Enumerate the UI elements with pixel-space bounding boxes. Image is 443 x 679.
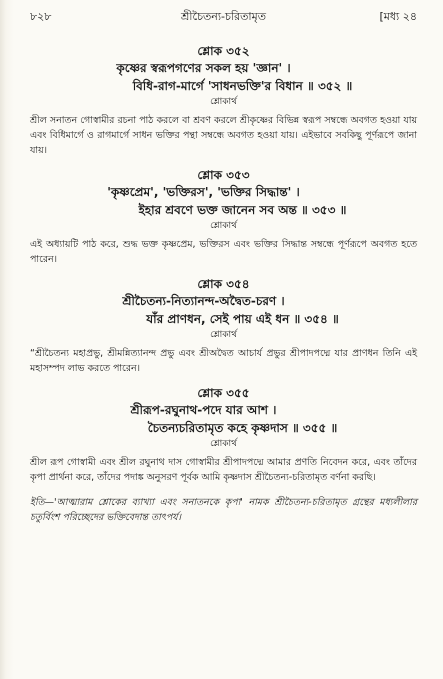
translation-heading: শ্লোকার্থ <box>210 97 237 107</box>
page-number: ৮২৮ <box>30 10 52 23</box>
verse-heading: শ্লোক ৩৫২ <box>197 44 250 58</box>
translation-text: শ্রীল সনাতন গোস্বামীর রচনা পাঠ করলে বা শ্রবণ করলে শ্রীকৃষ্ণের বিভিন্ন স্বরূপ সম্বন্ধে অবগত হওয়া যায় এবং বিধিমার্গে ও রাগমার্গে সাধন ভক্তির পন্থা সম্বন্ধে অবগত হওয়া যায়। এইভাবে সবকিছু পূর্ণরূপে জানা যায়। <box>30 115 417 156</box>
verse-block <box>30 386 417 451</box>
verse-heading: শ্লোক ৩৫৩ <box>197 168 250 182</box>
verse-heading: শ্লোক ৩৫৫ <box>197 386 250 400</box>
verse-block <box>30 168 417 233</box>
translation-heading: শ্লোকার্থ <box>210 330 237 340</box>
verse-line: যাঁর প্রাণধন, সেই পায় এই ধন ॥ ৩৫৪ ॥ <box>146 312 339 326</box>
verse-block <box>30 44 417 109</box>
translation-text: “শ্রীচৈতন্য মহাপ্রভু, শ্রীমন্নিত্যানন্দ প্রভু এবং শ্রীঅদ্বৈত আচার্য প্রভুর শ্রীপাদপদ্মে যার প্রাণধন তিনি এই মহাসম্পদ লাভ করতে পারেন। <box>30 348 417 374</box>
verse-line: শ্রীরূপ-রঘুনাথ-পদে যার আশ । <box>130 403 277 417</box>
running-header <box>30 8 417 26</box>
section-label: [মধ্য ২৪ <box>379 10 417 23</box>
page-body <box>30 44 417 525</box>
verse-heading: শ্লোক ৩৫৪ <box>197 277 250 291</box>
translation-heading: শ্লোকার্থ <box>210 439 237 449</box>
verse-line: বিধি-রাগ-মার্গে 'সাধনভক্তি'র বিধান ॥ ৩৫২ ॥ <box>132 79 353 93</box>
verse-block <box>30 277 417 342</box>
translation-text: শ্রীল রূপ গোস্বামী এবং শ্রীল রঘুনাথ দাস গোস্বামীর শ্রীপাদপদ্মে আমার প্রণতি নিবেদন করে, এবং তাঁদের কৃপা প্রার্থনা করে, তাঁদের পদাঙ্ক অনুসরণ পূর্বক আমি কৃষ্ণদাস শ্রীচৈতন্য-চরিতামৃত বর্ণনা করছি। <box>30 457 417 483</box>
verse-line: শ্রীচৈতন্য-নিত্যানন্দ-অদ্বৈত-চরণ । <box>122 294 285 308</box>
verse-line: 'কৃষ্ণপ্রেম', 'ভক্তিরস', 'ভক্তির সিদ্ধান্ত' । <box>107 185 300 199</box>
verse-line: চৈতন্যচরিতামৃত কহে কৃষ্ণদাস ॥ ৩৫৫ ॥ <box>147 421 338 435</box>
book-title: শ্রীচৈতন্য-চরিতামৃত <box>181 10 266 23</box>
verse-line: ইহার শ্রবণে ভক্ত জানেন সব অন্ত ॥ ৩৫৩ ॥ <box>138 203 347 217</box>
verse-line: কৃষ্ণের স্বরূপগণের সকল হয় 'জ্ঞান' । <box>116 61 291 75</box>
translation-text: এই অধ্যায়টি পাঠ করে, শুদ্ধ ভক্ত কৃষ্ণপ্রেম, ভক্তিরস এবং ভক্তির সিদ্ধান্ত সম্বন্ধে পূর্ণরূপে অবগত হতে পারেন। <box>30 239 417 265</box>
chapter-closing-note: ইতি—'আত্মারাম শ্লোকের ব্যাখ্যা এবং সনাতনকে কৃপা' নামক শ্রীচৈতন্য-চরিতামৃত গ্রন্থের মধ্যলীলার চতুর্বিংশ পরিচ্ছেদের ভক্তিবেদান্ত তাৎপর্য। <box>30 497 417 523</box>
translation-heading: শ্লোকার্থ <box>210 221 237 231</box>
